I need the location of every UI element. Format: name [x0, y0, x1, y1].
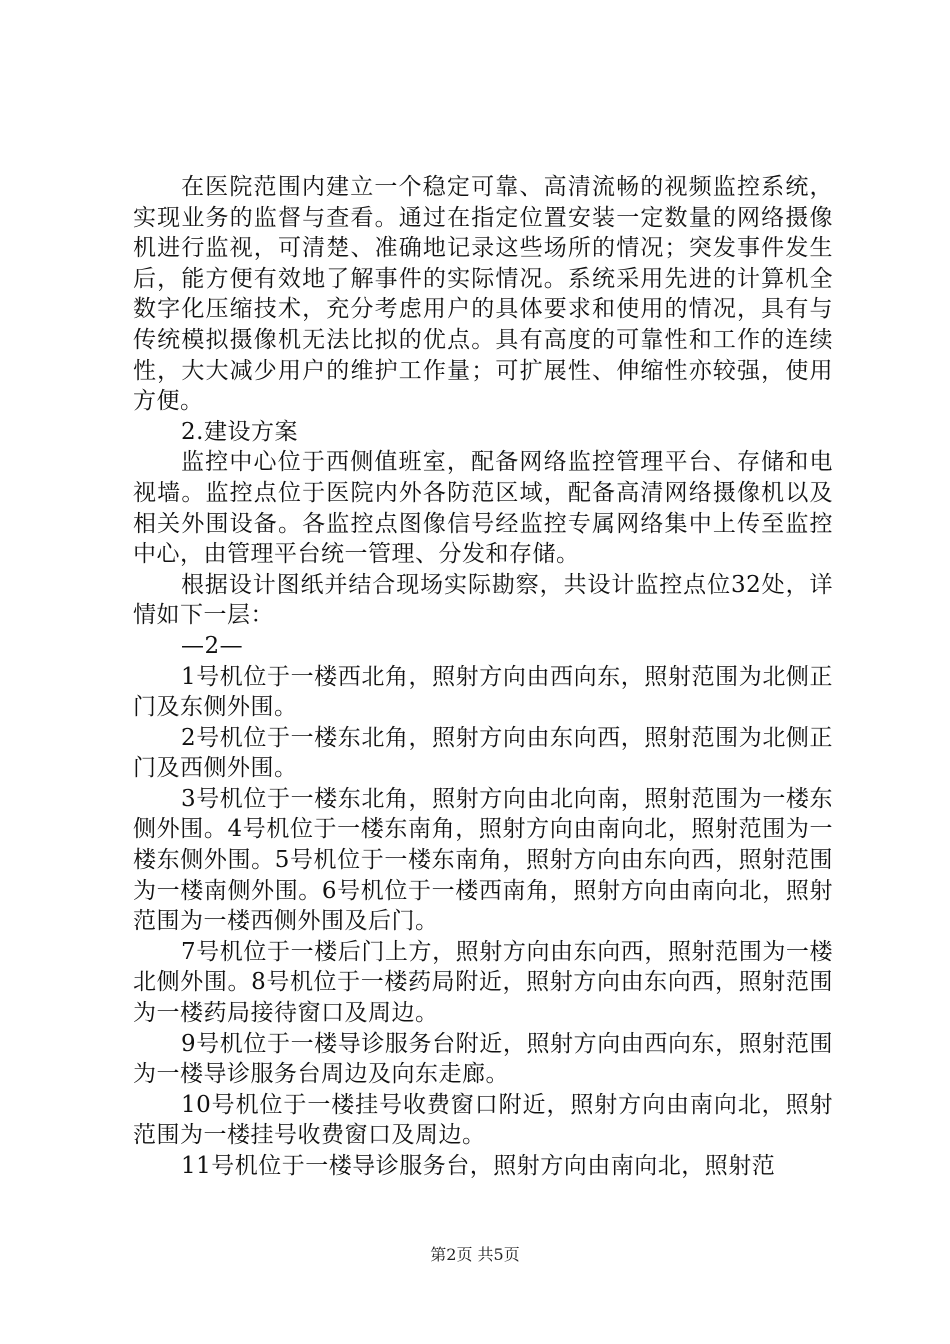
paragraph-camera-10: 10号机位于一楼挂号收费窗口附近，照射方向由南向北，照射范围为一楼挂号收费窗口及周边。 [133, 1091, 833, 1149]
paragraph-camera-3-6: 3号机位于一楼东北角，照射方向由北向南，照射范围为一楼东侧外围。4号机位于一楼东南角，照射方向由南向北，照射范围为一楼东侧外围。5号机位于一楼东南角，照射方向由东向西，照射范围为一楼南侧外围。6号机位于一楼西南角，照射方向由南向北，照射范围为一楼西侧外围及后门。 [133, 785, 833, 935]
paragraph-camera-1: 1号机位于一楼西北角，照射方向由西向东，照射范围为北侧正门及东侧外围。 [133, 663, 833, 721]
paragraph-camera-11: 11号机位于一楼导诊服务台，照射方向由南向北，照射范 [181, 1153, 776, 1179]
paragraph-camera-2: 2号机位于一楼东北角，照射方向由东向西，照射范围为北侧正门及西侧外围。 [133, 724, 833, 782]
paragraph-camera-7-8: 7号机位于一楼后门上方，照射方向由东向西，照射范围为一楼北侧外围。8号机位于一楼药局附近，照射方向由东向西，照射范围为一楼药局接待窗口及周边。 [133, 938, 833, 1027]
paragraph-monitoring-center: 监控中心位于西侧值班室，配备网络监控管理平台、存储和电视墙。监控点位于医院内外各防范区域，配备高清网络摄像机以及相关外围设备。各监控点图像信号经监控专属网络集中上传至监控中心，由管理平台统一管理、分发和存储。 [133, 449, 833, 568]
inline-page-marker: —2— [181, 632, 244, 659]
page-footer: 第2页 共5页 [430, 1245, 520, 1264]
paragraph-system-overview: 在医院范围内建立一个稳定可靠、高清流畅的视频监控系统，实现业务的监督与查看。通过在指定位置安装一定数量的网络摄像机进行监视，可清楚、准确地记录这些场所的情况；突发事件发生后，能方便有效地了解事件的实际情况。系统采用先进的计算机全数字化压缩技术，充分考虑用户的具体要求和使用的情况，具有与传统模拟摄像机无法比拟的优点。具有高度的可靠性和工作的连续性，大大减少用户的维护工作量；可扩展性、伸缩性亦较强，使用方便。 [133, 174, 833, 415]
paragraph-camera-9: 9号机位于一楼导诊服务台附近，照射方向由西向东，照射范围为一楼导诊服务台周边及向东走廊。 [133, 1030, 833, 1088]
document-body [133, 172, 833, 1182]
paragraph-design-points: 根据设计图纸并结合现场实际勘察，共设计监控点位32处，详情如下一层： [133, 571, 833, 629]
section-heading-construction-plan: 2.建设方案 [181, 418, 298, 445]
